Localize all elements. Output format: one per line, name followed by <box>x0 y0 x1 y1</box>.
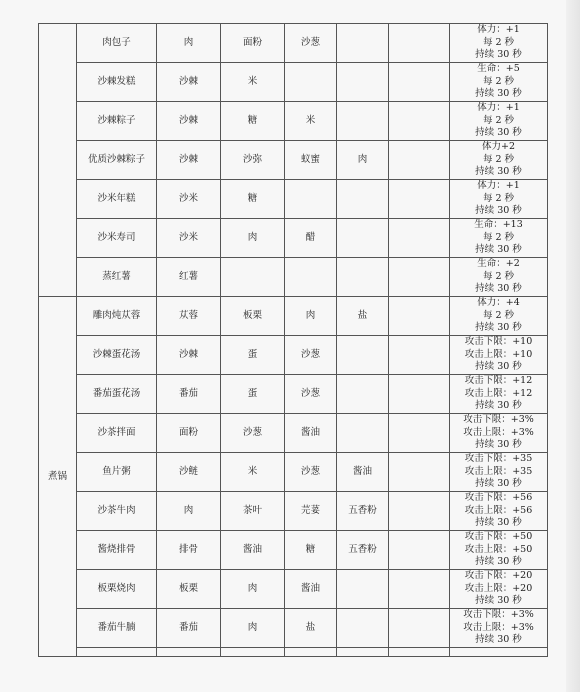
effect-line: 攻击下限：+35 <box>464 453 533 465</box>
ingredient-cell <box>389 531 450 570</box>
effect-line: 攻击下限：+50 <box>464 531 533 543</box>
ingredient-cell <box>389 219 450 258</box>
effect-cell <box>450 219 548 258</box>
effect-line: 攻击上限：+50 <box>464 543 533 555</box>
ingredient-cell <box>389 141 450 180</box>
ingredient-cell: 沙米 <box>157 219 221 258</box>
effect-line: 每 2 秒 <box>482 153 515 165</box>
category-cell: 煮锅 <box>39 297 77 657</box>
effect-line: 体力+2 <box>481 141 515 153</box>
ingredient-cell: 酱油 <box>337 453 389 492</box>
dish-name-cell: 沙棘发糕 <box>77 63 157 102</box>
effect-cell <box>450 375 548 414</box>
ingredient-cell: 蛋 <box>221 375 285 414</box>
effect-line: 持续 30 秒 <box>475 517 522 529</box>
ingredient-cell: 五香粉 <box>337 492 389 531</box>
table-row <box>39 258 548 297</box>
page-edge <box>566 0 580 692</box>
effect-line: 持续 30 秒 <box>475 127 522 139</box>
ingredient-cell <box>221 258 285 297</box>
ingredient-cell: 酱油 <box>221 531 285 570</box>
effect-line: 持续 30 秒 <box>475 634 522 646</box>
table-row <box>39 24 548 63</box>
ingredient-cell: 沙葱 <box>285 375 337 414</box>
effect-cell <box>450 531 548 570</box>
effect-line: 生命：+13 <box>474 219 523 231</box>
effect-line: 体力：+4 <box>477 297 520 309</box>
ingredient-cell <box>337 375 389 414</box>
ingredient-cell: 蛋 <box>221 336 285 375</box>
ingredient-cell <box>285 63 337 102</box>
ingredient-cell <box>337 180 389 219</box>
effect-cell <box>450 336 548 375</box>
dish-name-cell: 酱烧排骨 <box>77 531 157 570</box>
ingredient-cell: 茶叶 <box>221 492 285 531</box>
dish-name-cell: 雕肉炖苁蓉 <box>77 297 157 336</box>
ingredient-cell: 肉 <box>157 24 221 63</box>
category-cell <box>39 24 77 297</box>
ingredient-cell <box>389 375 450 414</box>
effect-line: 攻击上限：+3% <box>463 426 534 438</box>
ingredient-cell: 盐 <box>285 609 337 648</box>
empty-cell <box>450 648 548 657</box>
effect-line: 攻击下限：+3% <box>463 414 534 426</box>
ingredient-cell: 番茄 <box>157 609 221 648</box>
effect-line: 攻击下限：+56 <box>464 492 533 504</box>
ingredient-cell: 肉 <box>157 492 221 531</box>
effect-line: 每 2 秒 <box>482 36 515 48</box>
ingredient-cell: 苁蓉 <box>157 297 221 336</box>
table-row <box>39 609 548 648</box>
ingredient-cell <box>389 24 450 63</box>
table-row <box>39 297 548 336</box>
table-row <box>39 63 548 102</box>
ingredient-cell <box>389 336 450 375</box>
ingredient-cell: 沙棘 <box>157 141 221 180</box>
effect-line: 持续 30 秒 <box>475 88 522 100</box>
table-row <box>39 180 548 219</box>
recipe-table <box>38 23 548 657</box>
effect-cell <box>450 414 548 453</box>
ingredient-cell: 沙棘 <box>157 102 221 141</box>
ingredient-cell <box>389 258 450 297</box>
effect-line: 攻击下限：+20 <box>464 570 533 582</box>
effect-cell <box>450 258 548 297</box>
ingredient-cell: 面粉 <box>157 414 221 453</box>
effect-line: 生命：+5 <box>477 63 520 75</box>
effect-line: 攻击上限：+56 <box>464 504 533 516</box>
ingredient-cell: 红薯 <box>157 258 221 297</box>
ingredient-cell: 沙棘 <box>157 63 221 102</box>
ingredient-cell <box>337 24 389 63</box>
dish-name-cell: 肉包子 <box>77 24 157 63</box>
ingredient-cell: 盐 <box>337 297 389 336</box>
dish-name-cell: 沙棘粽子 <box>77 102 157 141</box>
ingredient-cell: 沙米 <box>157 180 221 219</box>
table-row <box>39 141 548 180</box>
recipe-table-body <box>39 24 548 657</box>
dish-name-cell: 番茄牛腩 <box>77 609 157 648</box>
empty-cell <box>221 648 285 657</box>
ingredient-cell: 糖 <box>221 180 285 219</box>
table-row <box>39 414 548 453</box>
dish-name-cell: 沙茶拌面 <box>77 414 157 453</box>
ingredient-cell: 蚁蜜 <box>285 141 337 180</box>
ingredient-cell: 米 <box>221 453 285 492</box>
ingredient-cell: 板栗 <box>221 297 285 336</box>
effect-line: 体力：+1 <box>477 180 520 192</box>
effect-line: 生命：+2 <box>477 258 520 270</box>
effect-cell <box>450 609 548 648</box>
effect-line: 每 2 秒 <box>482 231 515 243</box>
effect-line: 攻击下限：+12 <box>464 375 533 387</box>
ingredient-cell: 肉 <box>221 609 285 648</box>
ingredient-cell: 沙葱 <box>285 24 337 63</box>
ingredient-cell: 肉 <box>221 570 285 609</box>
effect-cell <box>450 141 548 180</box>
table-row <box>39 570 548 609</box>
ingredient-cell: 酱油 <box>285 570 337 609</box>
effect-line: 攻击下限：+10 <box>464 336 533 348</box>
dish-name-cell: 沙米寿司 <box>77 219 157 258</box>
table-row <box>39 453 548 492</box>
effect-line: 每 2 秒 <box>482 270 515 282</box>
table-row <box>39 102 548 141</box>
ingredient-cell <box>285 180 337 219</box>
ingredient-cell: 排骨 <box>157 531 221 570</box>
ingredient-cell <box>389 492 450 531</box>
ingredient-cell: 沙棘 <box>157 336 221 375</box>
effect-line: 持续 30 秒 <box>475 166 522 178</box>
effect-line: 攻击上限：+20 <box>464 582 533 594</box>
effect-line: 持续 30 秒 <box>475 595 522 607</box>
effect-line: 每 2 秒 <box>482 75 515 87</box>
ingredient-cell: 酱油 <box>285 414 337 453</box>
ingredient-cell: 沙葱 <box>285 336 337 375</box>
effect-line: 攻击上限：+12 <box>464 387 533 399</box>
dish-name-cell: 鱼片粥 <box>77 453 157 492</box>
ingredient-cell: 沙葱 <box>285 453 337 492</box>
effect-cell <box>450 297 548 336</box>
effect-cell <box>450 453 548 492</box>
ingredient-cell <box>337 414 389 453</box>
ingredient-cell <box>389 414 450 453</box>
effect-cell <box>450 180 548 219</box>
ingredient-cell: 肉 <box>221 219 285 258</box>
effect-line: 体力：+1 <box>477 102 520 114</box>
effect-line: 持续 30 秒 <box>475 439 522 451</box>
effect-cell <box>450 492 548 531</box>
ingredient-cell: 肉 <box>337 141 389 180</box>
effect-line: 持续 30 秒 <box>475 283 522 295</box>
empty-cell <box>77 648 157 657</box>
dish-name-cell: 番茄蛋花汤 <box>77 375 157 414</box>
ingredient-cell: 糖 <box>221 102 285 141</box>
table-row <box>39 336 548 375</box>
ingredient-cell <box>337 258 389 297</box>
ingredient-cell <box>389 63 450 102</box>
ingredient-cell: 芫荽 <box>285 492 337 531</box>
table-row <box>39 531 548 570</box>
ingredient-cell <box>337 63 389 102</box>
effect-line: 攻击上限：+10 <box>464 348 533 360</box>
dish-name-cell: 沙茶牛肉 <box>77 492 157 531</box>
ingredient-cell: 面粉 <box>221 24 285 63</box>
ingredient-cell <box>389 102 450 141</box>
effect-line: 每 2 秒 <box>482 192 515 204</box>
ingredient-cell: 五香粉 <box>337 531 389 570</box>
effect-cell <box>450 570 548 609</box>
empty-cell <box>389 648 450 657</box>
empty-cell <box>285 648 337 657</box>
empty-cell <box>157 648 221 657</box>
ingredient-cell <box>337 219 389 258</box>
dish-name-cell: 沙棘蛋花汤 <box>77 336 157 375</box>
effect-line: 体力：+1 <box>477 24 520 36</box>
ingredient-cell: 糖 <box>285 531 337 570</box>
effect-line: 攻击上限：+3% <box>463 621 534 633</box>
ingredient-cell: 米 <box>285 102 337 141</box>
effect-line: 每 2 秒 <box>482 309 515 321</box>
ingredient-cell: 醋 <box>285 219 337 258</box>
ingredient-cell: 肉 <box>285 297 337 336</box>
effect-line: 每 2 秒 <box>482 114 515 126</box>
ingredient-cell: 沙鲢 <box>157 453 221 492</box>
ingredient-cell <box>285 258 337 297</box>
effect-line: 持续 30 秒 <box>475 556 522 568</box>
effect-cell <box>450 102 548 141</box>
ingredient-cell <box>337 336 389 375</box>
ingredient-cell <box>389 609 450 648</box>
dish-name-cell: 优质沙棘粽子 <box>77 141 157 180</box>
ingredient-cell <box>389 297 450 336</box>
ingredient-cell <box>389 453 450 492</box>
dish-name-cell: 沙米年糕 <box>77 180 157 219</box>
ingredient-cell: 番茄 <box>157 375 221 414</box>
table-row-partial <box>39 648 548 657</box>
effect-cell <box>450 63 548 102</box>
ingredient-cell <box>337 570 389 609</box>
ingredient-cell: 沙葱 <box>221 414 285 453</box>
ingredient-cell <box>389 570 450 609</box>
effect-line: 攻击下限：+3% <box>463 609 534 621</box>
dish-name-cell: 板栗烧肉 <box>77 570 157 609</box>
table-row <box>39 375 548 414</box>
table-row <box>39 219 548 258</box>
effect-line: 持续 30 秒 <box>475 322 522 334</box>
empty-cell <box>337 648 389 657</box>
ingredient-cell <box>389 180 450 219</box>
effect-line: 持续 30 秒 <box>475 244 522 256</box>
effect-line: 持续 30 秒 <box>475 49 522 61</box>
effect-line: 持续 30 秒 <box>475 205 522 217</box>
effect-cell <box>450 24 548 63</box>
ingredient-cell <box>337 102 389 141</box>
ingredient-cell: 板栗 <box>157 570 221 609</box>
ingredient-cell: 米 <box>221 63 285 102</box>
effect-line: 持续 30 秒 <box>475 361 522 373</box>
ingredient-cell <box>337 609 389 648</box>
effect-line: 持续 30 秒 <box>475 478 522 490</box>
ingredient-cell: 沙弥 <box>221 141 285 180</box>
effect-line: 攻击上限：+35 <box>464 465 533 477</box>
effect-line: 持续 30 秒 <box>475 400 522 412</box>
dish-name-cell: 蒸红薯 <box>77 258 157 297</box>
table-row <box>39 492 548 531</box>
